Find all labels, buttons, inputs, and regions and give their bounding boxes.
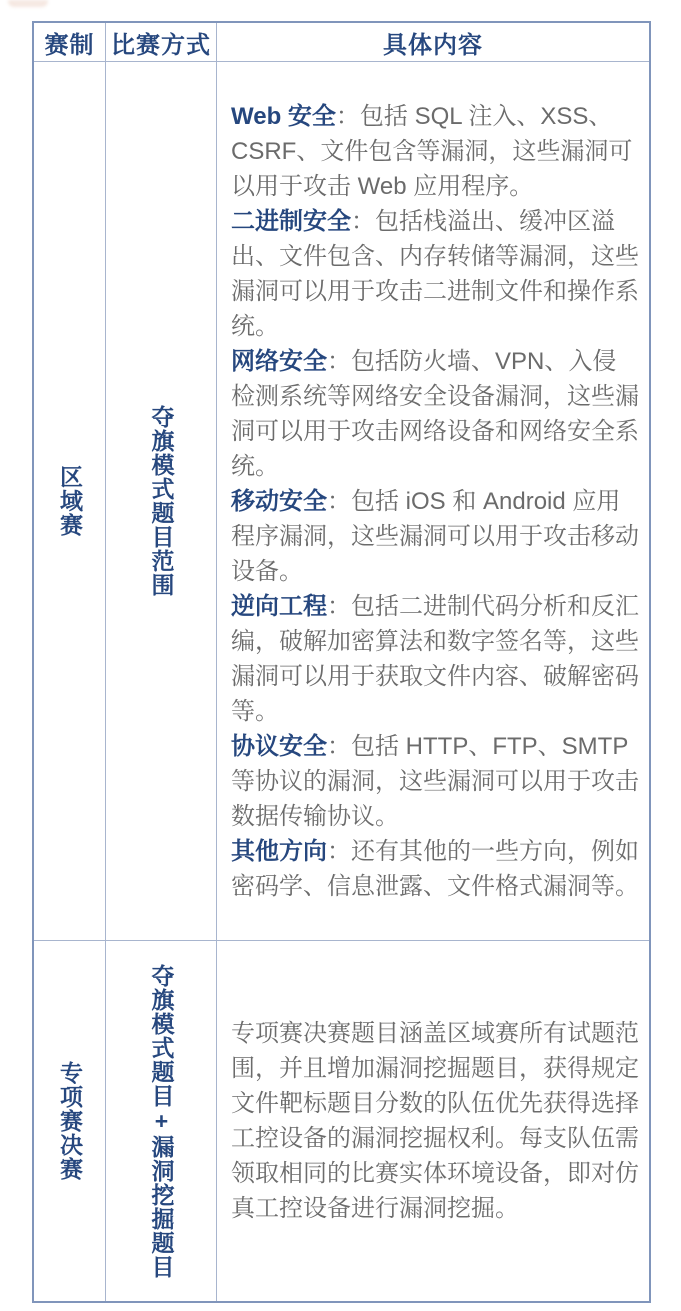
- section-label: 二进制安全: [231, 207, 351, 235]
- mode-label-regional: 夺旗模式题目范围: [148, 405, 175, 597]
- stage-label-regional: 区域赛: [57, 465, 83, 537]
- section-binary-security: [231, 204, 639, 344]
- section-text: ：还有其他的一些方向，例如密码学、信息泄露、文件格式漏洞等。: [231, 837, 639, 900]
- header-cell-mode: [105, 23, 216, 61]
- header-label-details: 具体内容: [383, 31, 483, 59]
- section-text: ：包括防火墙、VPN、入侵检测系统等网络安全设备漏洞，这些漏洞可以用于攻击网络设备和网络安全系统。: [231, 347, 639, 480]
- section-other-directions: [231, 834, 639, 904]
- header-cell-stage: [34, 23, 105, 61]
- section-label: 逆向工程: [231, 592, 327, 620]
- section-label: 其他方向: [231, 837, 327, 865]
- stage-cell-finals: [34, 940, 105, 1301]
- section-text: ：包括栈溢出、缓冲区溢出、文件包含、内存转储等漏洞，这些漏洞可以用于攻击二进制文件和操作系统。: [231, 207, 639, 340]
- header-label-mode: 比赛方式: [111, 31, 211, 59]
- competition-rules-table: [32, 21, 651, 1303]
- details-cell-finals: [216, 940, 649, 1301]
- section-web-security: [231, 99, 639, 204]
- section-mobile-security: [231, 484, 639, 589]
- section-text: ：包括 SQL 注入、XSS、CSRF、文件包含等漏洞，这些漏洞可以用于攻击 Web 应用程序。: [231, 102, 633, 200]
- header-label-stage: 赛制: [44, 31, 95, 59]
- finals-paragraph: 专项赛决赛题目涵盖区域赛所有试题范围，并且增加漏洞挖掘题目，获得规定文件靶标题目分数的队伍优先获得选择工控设备的漏洞挖掘权利。每支队伍需领取相同的比赛实体环境设备，即对仿真工控设备进行漏洞挖掘。: [231, 1020, 639, 1222]
- cropped-red-artifact: [8, 0, 48, 7]
- mode-cell-finals: [105, 940, 216, 1301]
- stage-label-finals: 专项赛决赛: [57, 1061, 83, 1181]
- stage-cell-regional: [34, 61, 105, 940]
- mode-label-finals: 夺旗模式题目+漏洞挖掘题目: [148, 963, 175, 1279]
- section-text: ：包括 HTTP、FTP、SMTP 等协议的漏洞，这些漏洞可以用于攻击数据传输协议。: [231, 732, 639, 830]
- section-label: 网络安全: [231, 347, 327, 375]
- section-reverse-engineering: [231, 589, 639, 729]
- mode-cell-regional: [105, 61, 216, 940]
- section-network-security: [231, 344, 639, 484]
- section-text: ：包括二进制代码分析和反汇编，破解加密算法和数字签名等，这些漏洞可以用于获取文件内容、破解密码等。: [231, 592, 639, 725]
- section-text: ：包括 iOS 和 Android 应用程序漏洞，这些漏洞可以用于攻击移动设备。: [231, 487, 639, 585]
- section-protocol-security: [231, 729, 639, 834]
- section-label: 协议安全: [231, 732, 327, 760]
- section-label: 移动安全: [231, 487, 327, 515]
- details-cell-regional: [216, 61, 649, 940]
- section-label: Web 安全: [231, 102, 336, 130]
- header-cell-details: [216, 23, 649, 61]
